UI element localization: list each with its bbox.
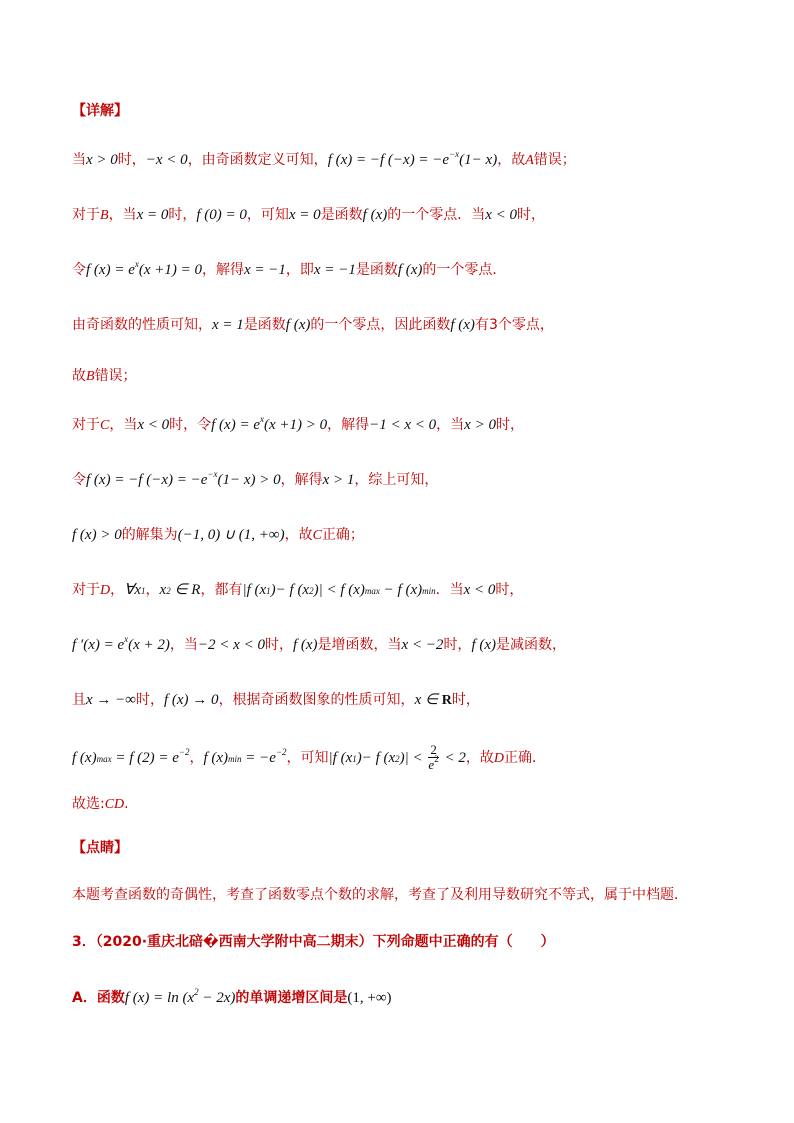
solution-line-10: f $'(x) = e^x(x + 2)$，当−2 < x < 0时，f (x)是增函数，当x < −2时，f (x)是减函数， xyxy=(72,634,567,653)
solution-line-4: 由奇函数的性质可知，x = 1是函数f (x)的一个零点，因此函数f (x)有3个零点， xyxy=(72,317,554,333)
solution-line-5: 故B错误； xyxy=(72,368,137,384)
solution-line-3: 令f $(x) = e^x(x +1) = 0$，解得x = −1，即x = −1是函数f (x)的一个零点． xyxy=(72,259,507,278)
remark-heading: 【点睛】 xyxy=(72,840,128,856)
remark-text: 本题考查函数的奇偶性，考查了函数零点个数的求解，考查了及利用导数研究不等式，属于中档题． xyxy=(72,887,688,903)
detail-heading: 【详解】 xyxy=(72,103,128,119)
solution-line-11: 且x → −∞时，f (x) → 0，根据奇函数图象的性质可知，x ∈ R时， xyxy=(72,692,480,708)
question-3-option-a: A．函数f $(x) = \ln (x^2 - 2x)$的单调递增区间是(1, +∞) xyxy=(72,987,392,1006)
solution-line-1: 当x > 0时，−x < 0，由奇函数定义可知，f (x) = −f $(-x) = -e^{-x}(1- x)$，故A错误； xyxy=(72,149,576,168)
solution-line-9: 对于D，∀x1，x2 ∈ R，都有|f (x1)− f (x2)| < f (x)max − f (x)min．当x < 0时， xyxy=(72,582,524,598)
solution-line-12: f (x)max = f $(2) = e^{-2}$，f $(x)\min = -e^{-2}$，可知|f (x1)− f (x2)| < $\frac{2}{e^2}$ < 2，故D正确． xyxy=(72,742,546,772)
solution-line-6: 对于C，当x < 0时，令f $(x) = e^x(x +1) > 0$，解得−1 < x < 0，当x > 0时， xyxy=(72,414,524,433)
solution-line-13: 故选:CD. xyxy=(72,796,129,812)
solution-line-7: 令f (x) = −f $(-x) = -e^{-x}(1- x) > 0$，解得x > 1，综上可知， xyxy=(72,469,439,488)
solution-line-2: 对于B，当x = 0时，f (0) = 0，可知x = 0是函数f (x)的一个零点．当x < 0时， xyxy=(72,207,546,223)
question-3-title: 3．（2020·重庆北碚�西南大学附中高二期末）下列命题中正确的有（ ） xyxy=(72,934,555,950)
fraction: $\frac{2}{e^2}$ xyxy=(428,742,439,772)
solution-line-8: f (x) > 0的解集为(−1, 0) ∪ (1, +∞)，故C正确； xyxy=(72,527,364,543)
